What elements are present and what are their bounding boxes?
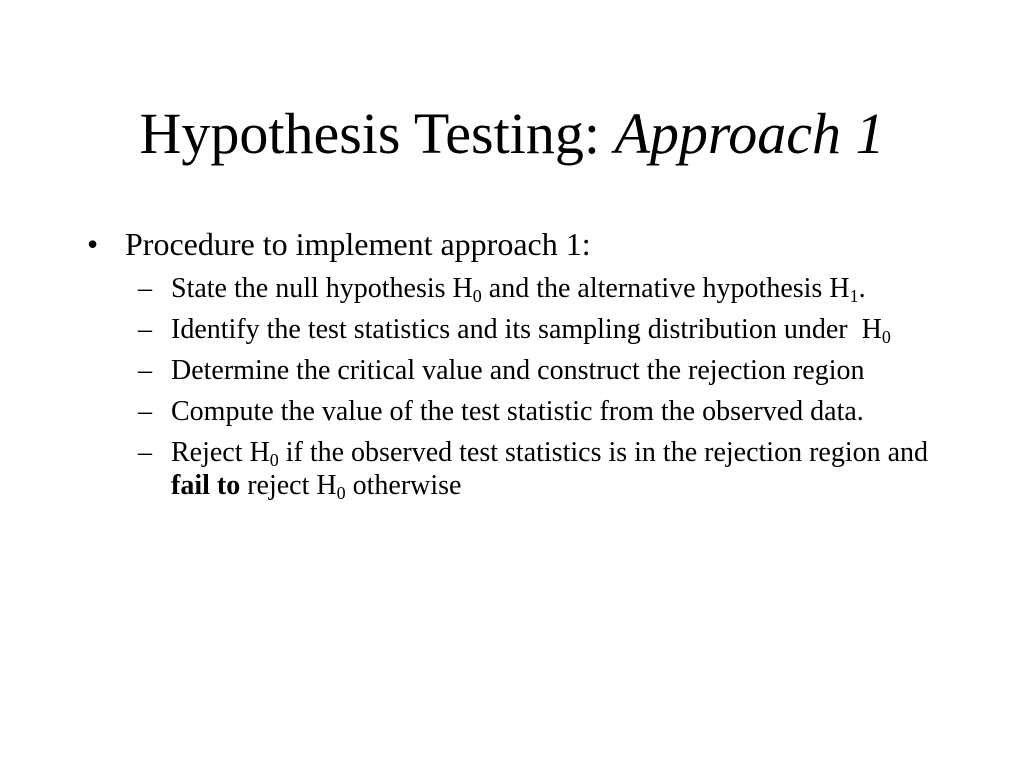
bullet-marker: • <box>87 226 99 262</box>
dash-marker: – <box>138 355 152 386</box>
dash-marker: – <box>138 314 152 345</box>
dash-marker: – <box>138 273 152 304</box>
bullet-text: Procedure to implement approach 1: <box>125 226 591 262</box>
title-text: Hypothesis Testing: <box>139 101 615 166</box>
sub-bullet-text: otherwise <box>345 470 462 501</box>
sub-bullet-text: and the alternative hypothesis H <box>481 273 850 304</box>
sub-bullet-text: . <box>858 273 866 304</box>
subscript: 0 <box>336 483 346 503</box>
sub-bullet-text: Identify the test statistics and its sampling distribution under H <box>171 314 882 345</box>
sub-bullet-item-2 <box>138 313 944 347</box>
subscript: 1 <box>849 286 859 306</box>
sub-bullet-item-3 <box>138 354 944 387</box>
sub-bullet-text: Compute the value of the test statistic from the observed data. <box>171 396 864 427</box>
subscript: 0 <box>269 450 279 470</box>
slide-title <box>0 98 1024 170</box>
sub-bullet-text: Determine the critical value and construct the rejection region <box>171 355 865 386</box>
bullet-item <box>84 222 944 266</box>
dash-marker: – <box>138 396 152 427</box>
sub-bullet-item-5 <box>138 436 944 503</box>
sub-bullet-text: State the null hypothesis H <box>171 273 473 304</box>
sub-bullet-text: reject H <box>240 470 337 501</box>
title-italic-text: Approach 1 <box>614 101 885 166</box>
emphasis-text: fail to <box>171 470 241 501</box>
sub-bullet-text: if the observed test statistics is in the rejection region and <box>278 437 929 468</box>
sub-bullet-list <box>84 272 944 502</box>
slide-body <box>84 222 944 510</box>
subscript: 0 <box>472 286 482 306</box>
sub-bullet-text: Reject H <box>171 437 270 468</box>
sub-bullet-item-1 <box>138 272 944 306</box>
dash-marker: – <box>138 437 152 468</box>
sub-bullet-item-4 <box>138 395 944 428</box>
subscript: 0 <box>881 327 891 347</box>
